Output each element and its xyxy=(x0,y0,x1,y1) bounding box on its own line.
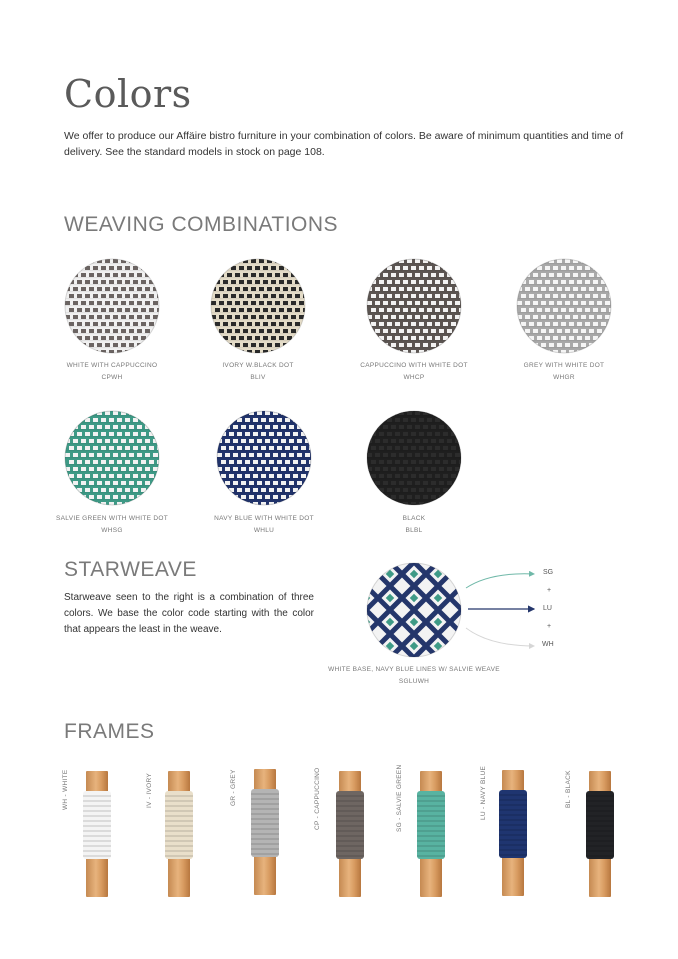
swatch-caption: GREY WITH WHITE DOT WHGR xyxy=(523,362,605,381)
swatch-caption: NAVY BLUE WITH WHITE DOT WHLU xyxy=(214,515,314,534)
swatch-cpwh xyxy=(64,258,160,354)
starweave-swatch xyxy=(366,562,462,658)
frame-label: GR - GREY xyxy=(230,769,237,806)
frame-ivory xyxy=(165,771,195,897)
weaving-heading: WEAVING COMBINATIONS xyxy=(64,213,339,236)
frame-label: CP - CAPPUCCINO xyxy=(314,767,321,830)
code-wh: WH xyxy=(542,641,554,648)
swatch-whsg xyxy=(64,410,160,506)
swatch-caption: WHITE WITH CAPPUCCINO CPWH xyxy=(66,362,158,381)
code-sg: SG xyxy=(543,569,554,576)
frame-navy-blue xyxy=(499,770,529,896)
starweave-arrows xyxy=(460,566,540,656)
swatch-caption: CAPPUCCINO WITH WHITE DOT WHCP xyxy=(360,362,468,381)
starweave-heading: STARWEAVE xyxy=(64,558,197,581)
frame-cappuccino xyxy=(336,771,366,897)
frame-label: IV - IVORY xyxy=(146,772,153,808)
starweave-caption: WHITE BASE, NAVY BLUE LINES W/ SALVIE WEAVE SGLUWH xyxy=(328,666,500,685)
swatch-whcp xyxy=(366,258,462,354)
intro-paragraph: We offer to produce our Affäire bistro furniture in your combination of colors. Be aware of minimum quantities and time of delivery. See the standard models in stock on page 108. xyxy=(64,130,624,158)
code-plus: + xyxy=(547,623,552,630)
code-plus: + xyxy=(547,587,552,594)
swatch-blbl xyxy=(366,410,462,506)
frame-label: LU - NAVY BLUE xyxy=(480,765,487,820)
frame-label: SG - SALVIE GREEN xyxy=(396,764,403,832)
swatch-bliv xyxy=(210,258,306,354)
swatch-caption: IVORY W.BLACK DOT BLIV xyxy=(222,362,294,381)
frame-label: WH - WHITE xyxy=(62,769,69,810)
frame-label: BL - BLACK xyxy=(565,770,572,808)
starweave-description: Starweave seen to the right is a combination of three colors. We base the color code starting with the color that appears the least in the weave. xyxy=(64,592,314,635)
frames-heading: FRAMES xyxy=(64,720,155,743)
frame-white xyxy=(83,771,113,897)
code-lu: LU xyxy=(543,605,552,612)
swatch-whgr xyxy=(516,258,612,354)
frame-grey xyxy=(251,769,281,895)
page-title: Colors xyxy=(64,72,192,116)
frame-black xyxy=(586,771,616,897)
swatch-whlu xyxy=(216,410,312,506)
frame-salvie-green xyxy=(417,771,447,897)
swatch-caption: SALVIE GREEN WITH WHITE DOT WHSG xyxy=(56,515,168,534)
swatch-caption: BLACK BLBL xyxy=(402,515,426,534)
